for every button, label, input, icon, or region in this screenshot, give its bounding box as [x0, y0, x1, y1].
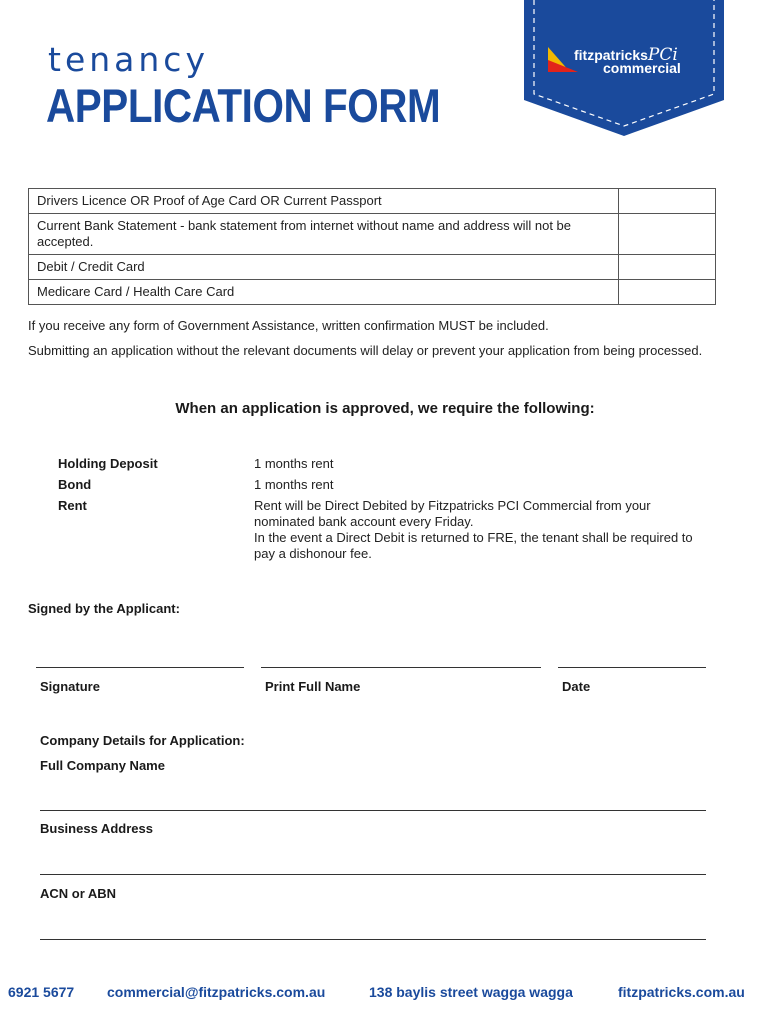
government-note: If you receive any form of Government Assistance, written confirmation MUST be included.: [28, 318, 549, 333]
submitting-note: Submitting an application without the relevant documents will delay or prevent your application from being processed.: [28, 343, 703, 358]
acn-abn-label: ACN or ABN: [40, 886, 117, 901]
document-row: [29, 255, 716, 280]
document-check-cell[interactable]: [619, 189, 716, 214]
brand-name-text: fitzpatricks: [574, 47, 648, 63]
document-row: [29, 189, 716, 214]
bond-label: Bond: [58, 477, 92, 492]
brand-sub: commercial: [603, 60, 681, 76]
footer-website: fitzpatricks.com.au: [618, 984, 745, 1000]
print-name-label: Print Full Name: [265, 679, 361, 694]
document-check-cell[interactable]: [619, 280, 716, 305]
document-label: Medicare Card / Health Care Card: [29, 280, 619, 305]
document-label: Drivers Licence OR Proof of Age Card OR Current Passport: [29, 189, 619, 214]
date-line[interactable]: [558, 667, 706, 668]
signature-line[interactable]: [36, 667, 244, 668]
document-row: [29, 214, 716, 255]
company-heading: Company Details for Application:: [40, 733, 245, 748]
document-row: [29, 280, 716, 305]
acn-abn-line[interactable]: [40, 939, 706, 940]
signature-label: Signature: [40, 679, 100, 694]
signed-heading: Signed by the Applicant:: [28, 601, 180, 616]
business-address-label: Business Address: [40, 821, 153, 836]
holding-deposit-label: Holding Deposit: [58, 456, 158, 471]
footer-address: 138 baylis street wagga wagga: [369, 984, 573, 1000]
footer-email: commercial@fitzpatricks.com.au: [107, 984, 326, 1000]
title-application-form: APPLICATION FORM: [46, 79, 441, 132]
title-tenancy: tenancy: [48, 40, 209, 79]
rent-value-line1: Rent will be Direct Debited by Fitzpatricks PCI Commercial from your nominated bank account every Friday.: [254, 498, 651, 529]
holding-deposit-value: 1 months rent: [254, 456, 334, 471]
rent-label: Rent: [58, 498, 87, 513]
company-name-line[interactable]: [40, 810, 706, 811]
document-label: Debit / Credit Card: [29, 255, 619, 280]
document-check-cell[interactable]: [619, 255, 716, 280]
footer-phone: 6921 5677: [8, 984, 75, 1000]
document-label: Current Bank Statement - bank statement from internet without name and address will not be accepted.: [29, 214, 619, 255]
print-name-line[interactable]: [261, 667, 541, 668]
date-label: Date: [562, 679, 591, 694]
rent-value-line2: In the event a Direct Debit is returned to FRE, the tenant shall be required to pay a dishonour fee.: [254, 530, 693, 561]
documents-table: [28, 188, 716, 305]
approved-heading: When an application is approved, we require the following:: [175, 400, 595, 417]
company-name-label: Full Company Name: [40, 758, 165, 773]
brand-pci-text: PCi: [647, 45, 678, 65]
document-check-cell[interactable]: [619, 214, 716, 255]
bond-value: 1 months rent: [254, 477, 334, 492]
business-address-line[interactable]: [40, 874, 706, 875]
